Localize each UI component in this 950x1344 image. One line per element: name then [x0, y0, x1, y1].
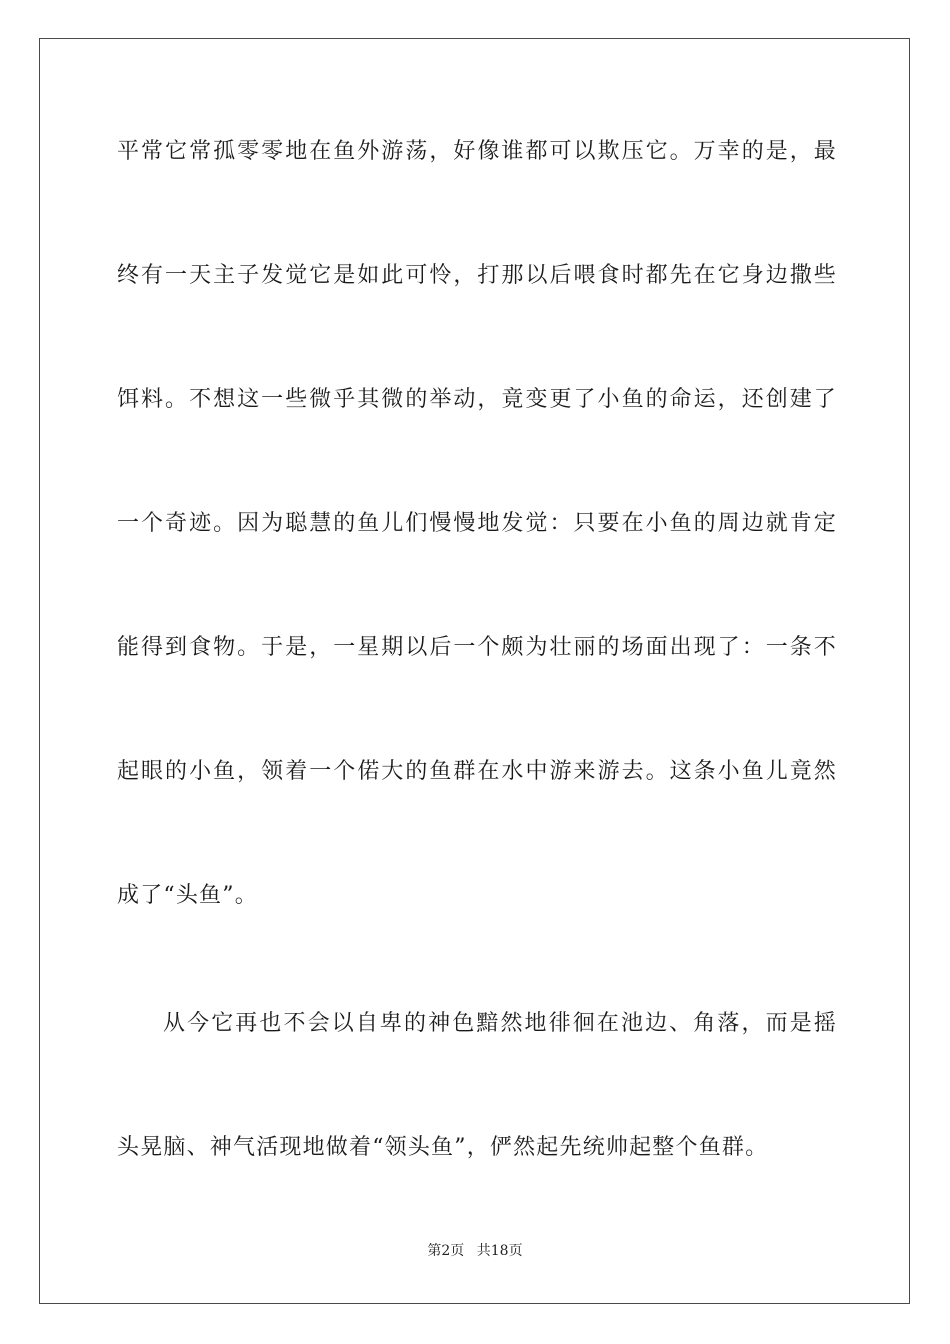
page-border: [39, 38, 910, 1304]
page-total: 共18页: [476, 1243, 523, 1259]
text-line: 饵料。不想这一些微乎其微的举动，竟变更了小鱼的命运，还创建了: [117, 387, 837, 412]
page-number: 第2页: [427, 1243, 465, 1259]
text-line: 终有一天主子发觉它是如此可怜，打那以后喂食时都先在它身边撒些: [117, 263, 837, 288]
text-line: 成了“头鱼”。: [117, 883, 258, 908]
text-line: 平常它常孤零零地在鱼外游荡，好像谁都可以欺压它。万幸的是，最: [117, 139, 837, 164]
text-line: 能得到食物。于是，一星期以后一个颇为壮丽的场面出现了：一条不: [117, 635, 837, 660]
text-line: 头晃脑、神气活现地做着“领头鱼”，俨然起先统帅起整个鱼群。: [117, 1135, 769, 1160]
text-line: 一个奇迹。因为聪慧的鱼儿们慢慢地发觉：只要在小鱼的周边就肯定: [117, 511, 837, 536]
paragraph-first-line: 从今它再也不会以自卑的神色黯然地徘徊在池边、角落，而是摇: [163, 1011, 837, 1036]
text-line: 起眼的小鱼，领着一个偌大的鱼群在水中游来游去。这条小鱼儿竟然: [117, 759, 837, 784]
page-footer: [0, 1241, 950, 1261]
